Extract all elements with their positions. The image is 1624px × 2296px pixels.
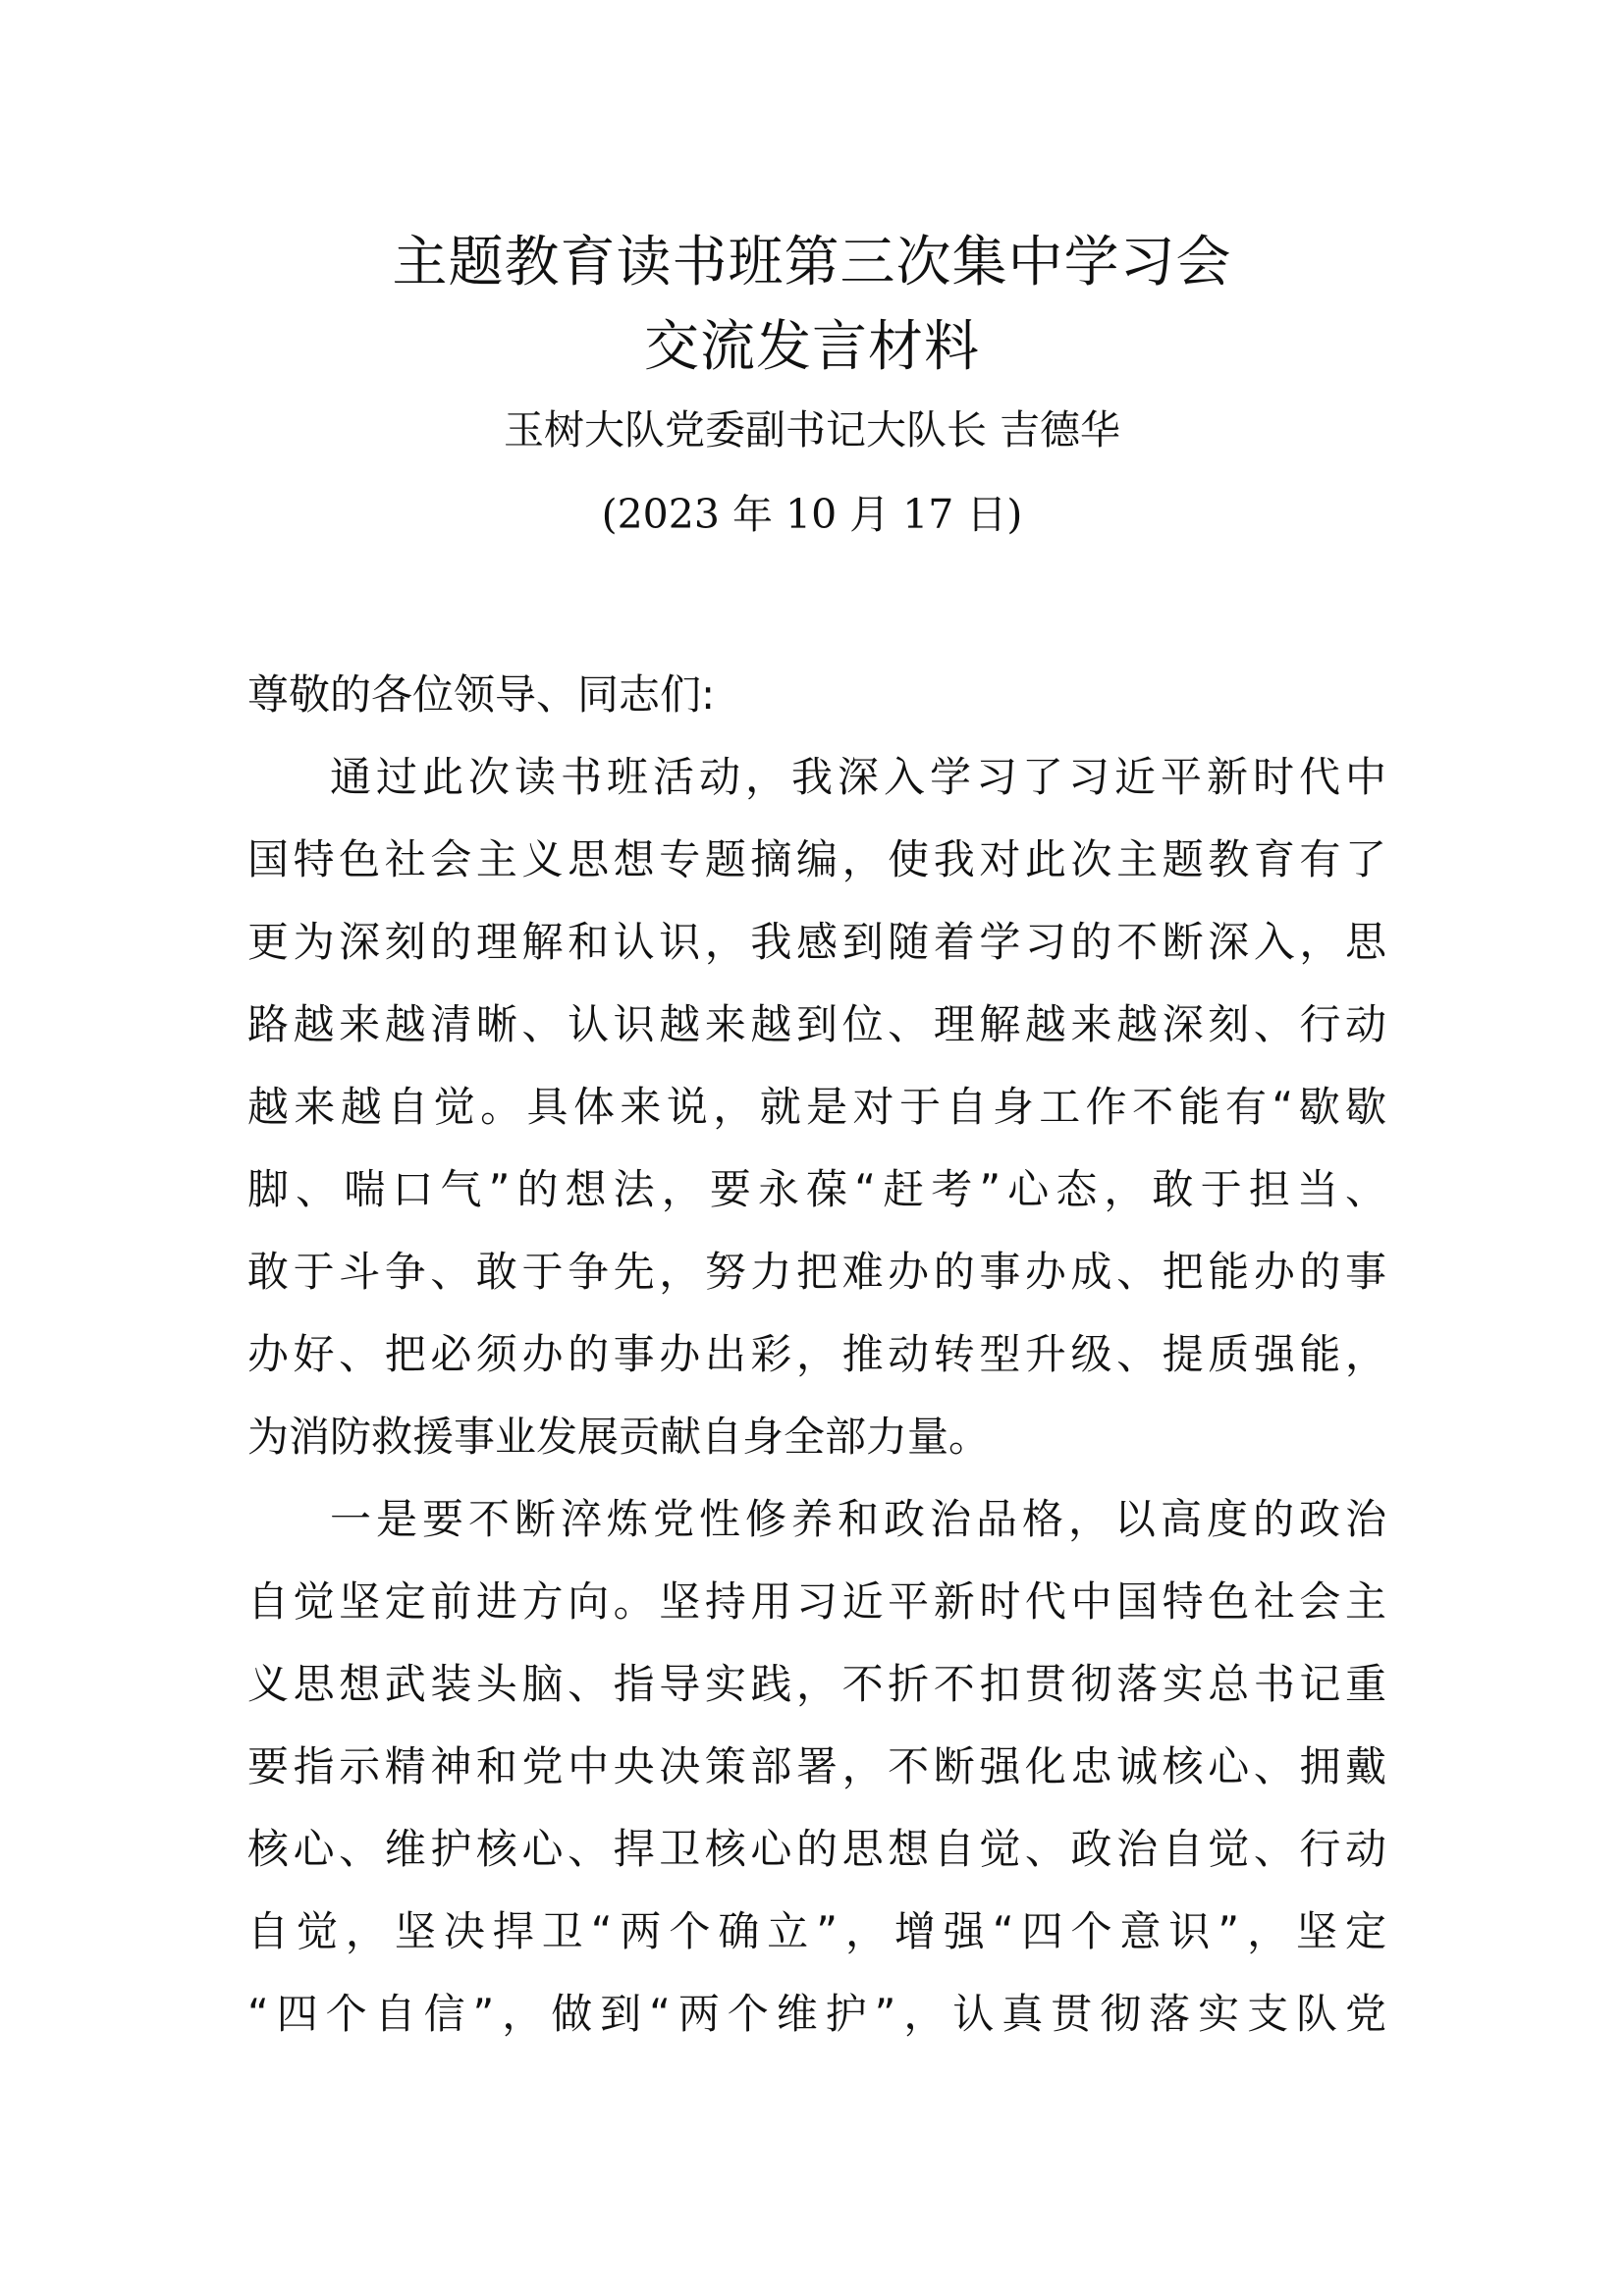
paragraph-line: 核心、维护核心、捍卫核心的思想自觉、政治自觉、行动 — [247, 1825, 1386, 1873]
paragraph-line: 通过此次读书班活动，我深入学习了习近平新时代中 — [330, 753, 1386, 801]
paragraph-line: 要指示精神和党中央决策部署，不断强化忠诚核心、拥戴 — [247, 1742, 1386, 1790]
salutation: 尊敬的各位领导、同志们: — [247, 670, 716, 719]
paragraph-line: 为消防救援事业发展贡献自身全部力量。 — [247, 1413, 991, 1461]
document-title-line-2: 交流发言材料 — [644, 315, 980, 379]
paragraph-line: 自觉坚定前进方向。坚持用习近平新时代中国特色社会主 — [247, 1577, 1386, 1626]
paragraph-line: 越来越自觉。具体来说，就是对于自身工作不能有“歇歇 — [247, 1083, 1386, 1131]
paragraph-line: “四个自信”，做到“两个维护”，认真贯彻落实支队党 — [247, 1990, 1386, 2038]
paragraph-line: 国特色社会主义思想专题摘编，使我对此次主题教育有了 — [247, 835, 1386, 883]
paragraph-line: 更为深刻的理解和认识，我感到随着学习的不断深入，思 — [247, 918, 1386, 966]
paragraph-2 — [247, 1478, 1386, 2056]
document-title-line-1: 主题教育读书班第三次集中学习会 — [392, 231, 1232, 294]
author-line: 玉树大队党委副书记大队长 吉德华 — [503, 406, 1121, 454]
paragraph-line: 路越来越清晰、认识越来越到位、理解越来越深刻、行动 — [247, 1000, 1386, 1048]
paragraph-line: 脚、喘口气”的想法，要永葆“赶考”心态，敢于担当、 — [247, 1165, 1386, 1213]
document-body — [247, 654, 1386, 2056]
paragraph-line: 敢于斗争、敢于争先，努力把难办的事办成、把能办的事 — [247, 1248, 1386, 1296]
date-line: (2023 年 10 月 17 日) — [601, 491, 1023, 538]
paragraph-line: 义思想武装头脑、指导实践，不折不扣贯彻落实总书记重 — [247, 1660, 1386, 1708]
paragraph-line: 办好、把必须办的事办出彩，推动转型升级、提质强能， — [247, 1330, 1386, 1378]
paragraph-line: 一是要不断淬炼党性修养和政治品格，以高度的政治 — [330, 1495, 1386, 1543]
paragraph-line: 自觉，坚决捍卫“两个确立”，增强“四个意识”，坚定 — [247, 1907, 1386, 1955]
paragraph-1 — [247, 736, 1386, 1478]
